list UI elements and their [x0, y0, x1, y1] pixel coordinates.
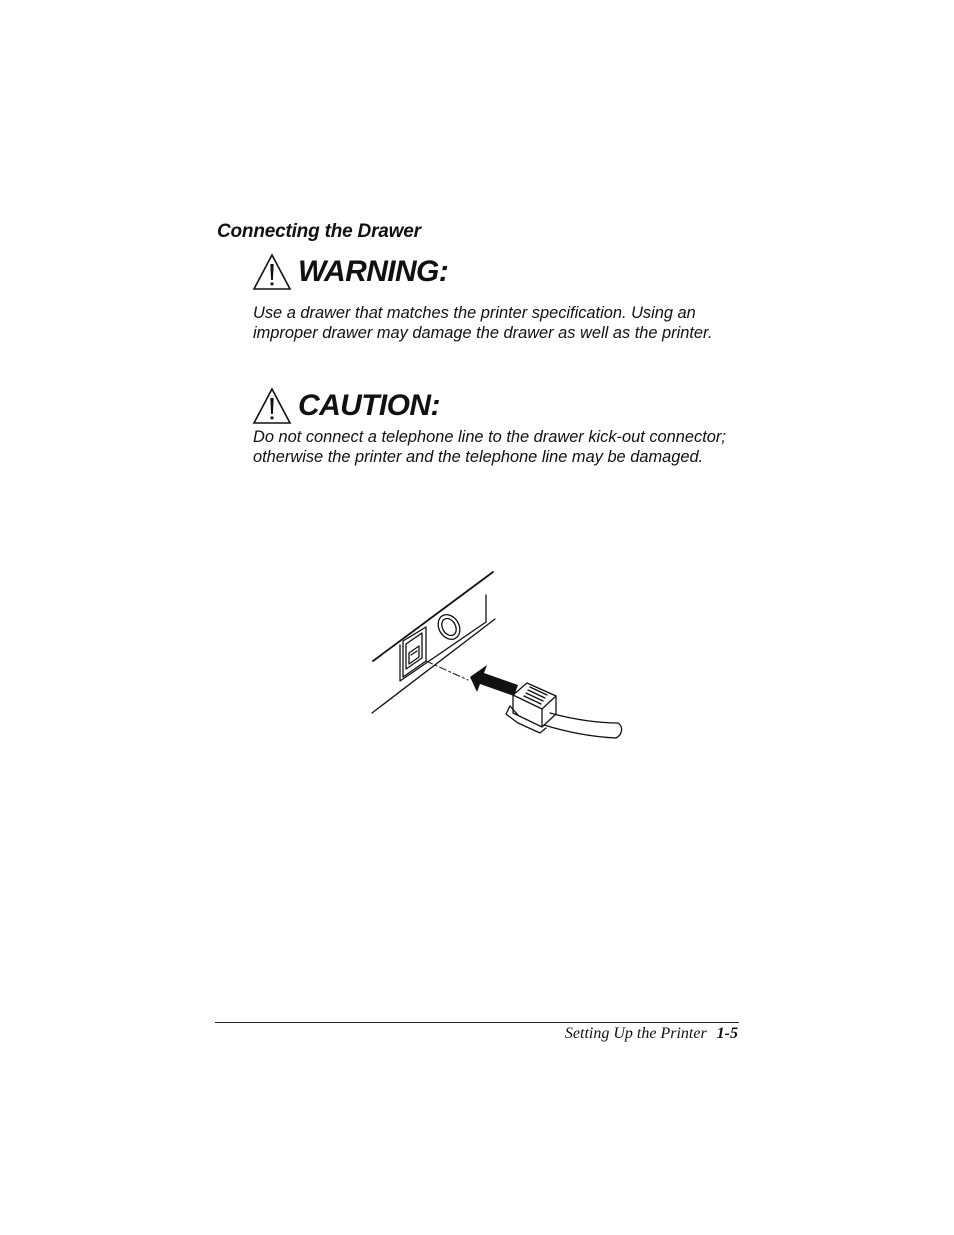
warning-triangle-icon: [252, 253, 292, 291]
caution-label: CAUTION:: [298, 389, 440, 422]
warning-triangle-icon: [252, 387, 292, 425]
page-number: 1-5: [716, 1025, 738, 1042]
drawer-connector-illustration: [360, 565, 640, 755]
page-footer: [565, 1025, 738, 1043]
warning-label: WARNING:: [298, 255, 449, 288]
caution-title: [252, 385, 440, 425]
section-heading: Connecting the Drawer: [217, 221, 421, 242]
warning-text: Use a drawer that matches the printer specification. Using an improper drawer may damage the drawer as well as the printer.: [253, 304, 713, 342]
caution-text: Do not connect a telephone line to the drawer kick-out connector; otherwise the printer and the telephone line may be damaged.: [253, 428, 726, 466]
footer-rule: [215, 1022, 739, 1023]
footer-chapter-title: Setting Up the Printer: [564, 1025, 707, 1042]
warning-title: [252, 251, 448, 291]
